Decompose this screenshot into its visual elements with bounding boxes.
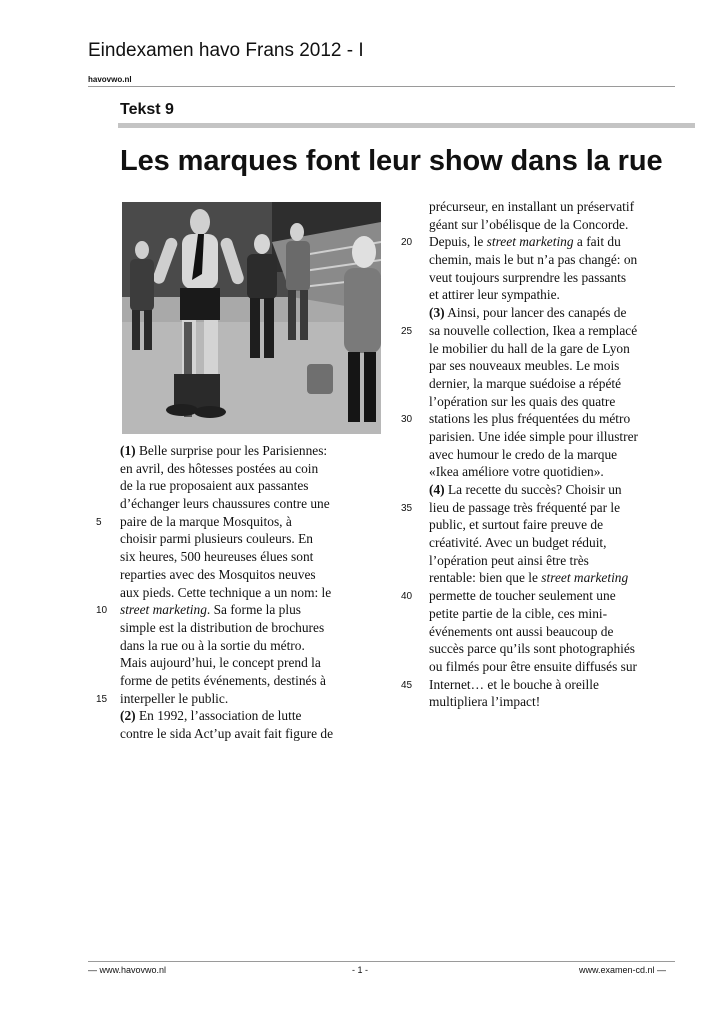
line-text: reparties avec des Mosquitos neuves [120, 566, 316, 582]
right_column-line [429, 499, 677, 517]
footer-right: www.examen-cd.nl — [579, 965, 667, 975]
line-text: dans la rue ou à la sortie du métro. [120, 637, 305, 653]
section-divider [118, 123, 695, 128]
right_column-line [429, 304, 677, 322]
right_column-line [429, 587, 677, 605]
line-text: l’opération peut ainsi être très [429, 552, 589, 568]
line-number: 25 [401, 325, 413, 337]
right_column-line [429, 393, 677, 411]
footer-right-site: www.examen-cd.nl [579, 965, 655, 975]
right_column-line [429, 534, 677, 552]
right_column-line [429, 410, 677, 428]
right_column-line [429, 216, 677, 234]
right_column-line [429, 463, 677, 481]
line-text: d’échanger leurs chaussures contre une [120, 496, 330, 512]
line-text: forme de petits événements, destinés à [120, 672, 326, 688]
line-text: le mobilier du hall de la gare de Lyon [429, 340, 630, 356]
line-text: paire de la marque Mosquitos, à [120, 513, 292, 529]
left_column-line [120, 442, 368, 460]
line-text: lieu de passage très fréquenté par le [429, 499, 621, 515]
line-text: en avril, des hôtesses postées au coin [120, 460, 319, 476]
line-text: de la rue proposaient aux passantes [120, 478, 309, 494]
line-text: géant sur l’obélisque de la Concorde. [429, 216, 629, 232]
left_column-line [120, 601, 368, 619]
right_column-line [429, 623, 677, 641]
line-text: public, et surtout faire preuve de [429, 517, 604, 533]
footer-page-number: - 1 - [352, 965, 369, 975]
line-text: ou filmés pour être ensuite diffusés sur [429, 658, 638, 674]
left_column-line [120, 530, 368, 548]
line-number: 5 [96, 516, 102, 528]
right_column-line [429, 552, 677, 570]
line-text: chemin, mais le but n’a pas changé: on [429, 252, 638, 268]
line-number: 30 [401, 414, 413, 426]
exam-header-title: Eindexamen havo Frans 2012 - I [88, 40, 364, 61]
line-text: l’opération sur les quais des quatre [429, 393, 616, 409]
line-text: par ses nouveaux meubles. Le mois [429, 358, 620, 374]
line-number: 40 [401, 591, 413, 603]
paragraph-number: (2) [120, 708, 136, 724]
line-text: «Ikea améliore votre quotidien». [429, 464, 604, 480]
line-text: Mais aujourd’hui, le concept prend la [120, 655, 321, 671]
right_column-line [429, 428, 677, 446]
line-number: 20 [401, 237, 413, 249]
line-text: créativité. Avec un budget réduit, [429, 535, 607, 551]
section-label: Tekst 9 [120, 101, 174, 118]
right_column-line [429, 340, 677, 358]
right_column-line [429, 446, 677, 464]
right_column-line [429, 375, 677, 393]
left_column-line [120, 654, 368, 672]
line-number: 15 [96, 693, 108, 705]
footer-divider [88, 961, 675, 962]
left_column-line [120, 584, 368, 602]
line-text: Depuis, le [429, 234, 487, 250]
right_column-line [429, 251, 677, 269]
line-number: 45 [401, 679, 413, 691]
right_column-line [429, 233, 677, 251]
line-text: et attirer leur sympathie. [429, 287, 560, 303]
paragraph-number: (1) [120, 443, 136, 458]
paragraph-number: (3) [429, 305, 445, 321]
line-text: Internet… et le bouche à oreille [429, 676, 599, 692]
emphasized-term: street marketing [541, 570, 629, 586]
line-text: avec humour le credo de la marque [429, 446, 618, 462]
right_column-line [429, 605, 677, 623]
line-text: parisien. Une idée simple pour illustrer [429, 428, 638, 444]
line-text: stations les plus fréquentées du métro [429, 411, 631, 427]
footer-left: — www.havovwo.nl [88, 965, 167, 975]
right-text-column [429, 198, 677, 711]
right_column-line [429, 640, 677, 658]
left_column-line [120, 637, 368, 655]
line-text: multipliera l’impact! [429, 694, 541, 710]
line-text: choisir parmi plusieurs couleurs. En [120, 531, 314, 547]
line-text: six heures, 500 heureuses élues sont [120, 549, 314, 565]
line-number: 10 [96, 605, 108, 617]
left_column-line [120, 513, 368, 531]
line-text: dernier, la marque suédoise a répété [429, 375, 622, 391]
paragraph-number: (4) [429, 482, 445, 497]
line-text: précurseur, en installant un préservatif [429, 199, 635, 214]
line-text: succès parce qu’ils sont photographiés [429, 641, 636, 657]
street-photo-icon [122, 202, 381, 434]
line-text: a fait du [573, 234, 621, 250]
line-text: permette de toucher seulement une [429, 588, 616, 604]
right_column-line [429, 569, 677, 587]
right_column-line [429, 481, 677, 499]
line-text: La recette du succès? Choisir un [444, 482, 622, 497]
right_column-line [429, 269, 677, 287]
left_column-line [120, 672, 368, 690]
header-site-label: havovwo.nl [88, 75, 132, 84]
line-text: simple est la distribution de brochures [120, 619, 325, 635]
header-divider [88, 86, 675, 87]
line-number: 35 [401, 502, 413, 514]
line-text: . Sa forme la plus [206, 602, 301, 618]
right_column-line [429, 676, 677, 694]
emphasized-term: street marketing [120, 602, 207, 618]
line-text: rentable: bien que le [429, 570, 542, 586]
line-text: interpeller le public. [120, 690, 229, 706]
right_column-line [429, 286, 677, 304]
right_column-line [429, 357, 677, 375]
line-text: événements ont aussi beaucoup de [429, 623, 614, 639]
line-text: petite partie de la cible, ces mini- [429, 605, 608, 621]
right_column-line [429, 516, 677, 534]
article-title: Les marques font leur show dans la rue [120, 145, 663, 177]
line-text: Belle surprise pour les Parisiennes: [135, 443, 328, 458]
footer-left-site: www.havovwo.nl [99, 965, 167, 975]
left_column-line [120, 566, 368, 584]
line-text: sa nouvelle collection, Ikea a remplacé [429, 322, 638, 338]
left_column-line [120, 707, 368, 725]
line-text: En 1992, l’association de lutte [135, 708, 302, 724]
left_column-line [120, 690, 368, 708]
line-text: Ainsi, pour lancer des canapés de [444, 305, 627, 321]
left_column-line [120, 495, 368, 513]
left-text-column [120, 442, 368, 743]
line-text: aux pieds. Cette technique a un nom: le [120, 584, 332, 600]
right_column-line [429, 322, 677, 340]
left_column-line [120, 548, 368, 566]
line-text: contre le sida Act’up avait fait figure de [120, 726, 334, 741]
right_column-line [429, 693, 677, 711]
line-text: veut toujours surprendre les passants [429, 269, 627, 285]
left_column-line [120, 725, 368, 743]
left_column-line [120, 619, 368, 637]
emphasized-term: street marketing [486, 234, 574, 250]
left_column-line [120, 460, 368, 478]
left_column-line [120, 477, 368, 495]
right_column-line [429, 198, 677, 216]
right_column-line [429, 658, 677, 676]
